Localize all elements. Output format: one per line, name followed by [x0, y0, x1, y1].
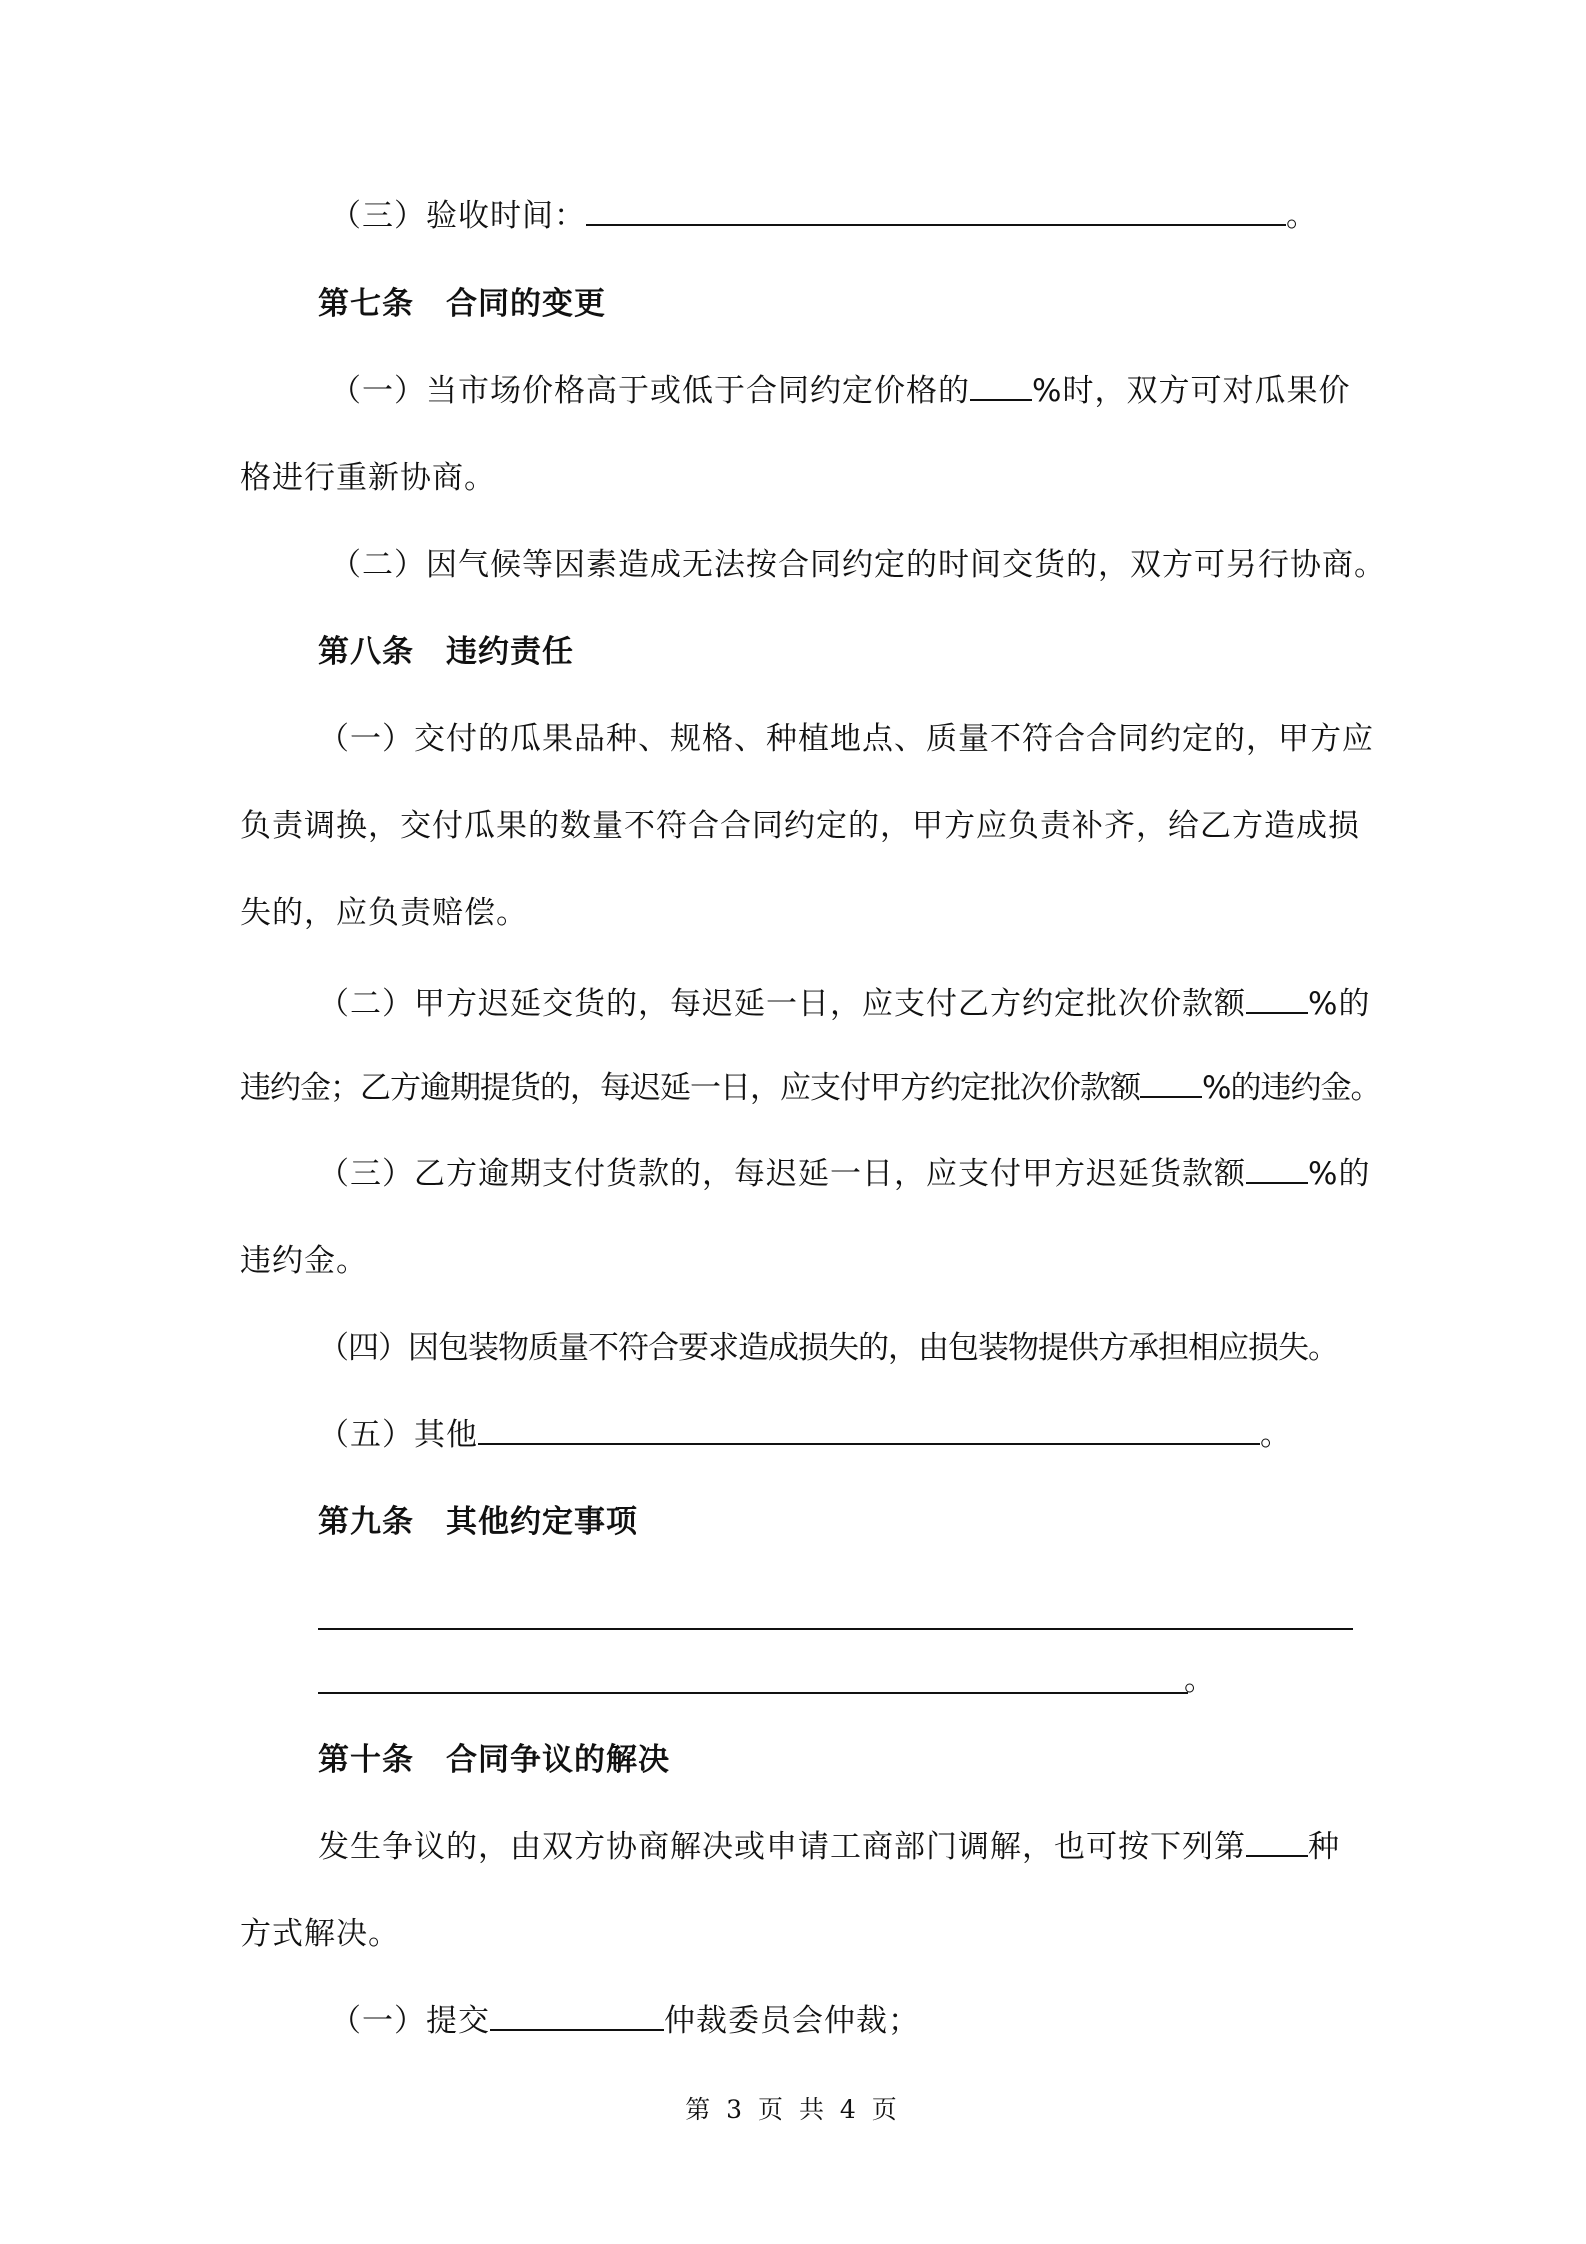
article-10-intro-b: 方式解决。 [240, 1916, 400, 1952]
article-10-intro-a: 发生争议的，由双方协商解决或申请工商部门调解，也可按下列第 种 [318, 1829, 1340, 1865]
other-matters-end-mark: 。 [1184, 1662, 1216, 1698]
article-10-option-1: （一）提交 仲裁委员会仲裁； [330, 2003, 920, 2039]
arbitration-committee-blank[interactable] [490, 2001, 664, 2031]
article-8-clause-2a: （二）甲方迟延交货的，每迟延一日，应支付乙方约定批次价款额 %的 [318, 986, 1371, 1022]
acceptance-time-label: （三）验收时间： [330, 198, 586, 234]
page-footer: 第 3 页 共 4 页 [685, 2095, 901, 2124]
acceptance-time-blank[interactable] [586, 196, 1286, 226]
other-matters-blank-1[interactable] [318, 1628, 1353, 1630]
article-8-clause-1b: 负责调换，交付瓜果的数量不符合合同约定的，甲方应负责补齐，给乙方造成损 [240, 808, 1360, 844]
article-10-heading: 第十条 合同争议的解决 [318, 1742, 670, 1778]
other-liability-blank[interactable] [478, 1415, 1260, 1445]
article-7-clause-1-cont: 格进行重新协商。 [240, 460, 496, 496]
article-7-clause-1: （一）当市场价格高于或低于合同约定价格的 %时，双方可对瓜果价 [330, 373, 1351, 409]
late-pickup-percent-blank[interactable] [1140, 1068, 1202, 1098]
price-percent-blank[interactable] [970, 371, 1032, 401]
dispute-method-number-blank[interactable] [1246, 1827, 1308, 1857]
article-8-clause-1a: （一）交付的瓜果品种、规格、种植地点、质量不符合合同约定的，甲方应 [318, 721, 1374, 757]
delay-delivery-percent-blank[interactable] [1246, 984, 1308, 1014]
late-payment-percent-blank[interactable] [1246, 1154, 1308, 1184]
other-matters-blank-2[interactable] [318, 1692, 1188, 1694]
article-7-heading: 第七条 合同的变更 [318, 286, 606, 322]
article-7-clause-2: （二）因气候等因素造成无法按合同约定的时间交货的，双方可另行协商。 [330, 547, 1386, 583]
acceptance-time-line: （三）验收时间： 。 [330, 198, 1318, 234]
article-8-clause-4: （四）因包装物质量不符合要求造成损失的，由包装物提供方承担相应损失。 [318, 1330, 1338, 1366]
article-8-clause-1c: 失的，应负责赔偿。 [240, 895, 528, 931]
article-8-heading: 第八条 违约责任 [318, 634, 574, 670]
article-8-clause-2b: 违约金；乙方逾期提货的，每迟延一日，应支付甲方约定批次价款额 %的违约金。 [240, 1070, 1381, 1106]
article-8-clause-3a: （三）乙方逾期支付货款的，每迟延一日，应支付甲方迟延货款额 %的 [318, 1156, 1371, 1192]
article-8-clause-5: （五）其他 。 [318, 1417, 1292, 1453]
article-8-clause-3b: 违约金。 [240, 1243, 368, 1279]
article-9-heading: 第九条 其他约定事项 [318, 1504, 638, 1540]
